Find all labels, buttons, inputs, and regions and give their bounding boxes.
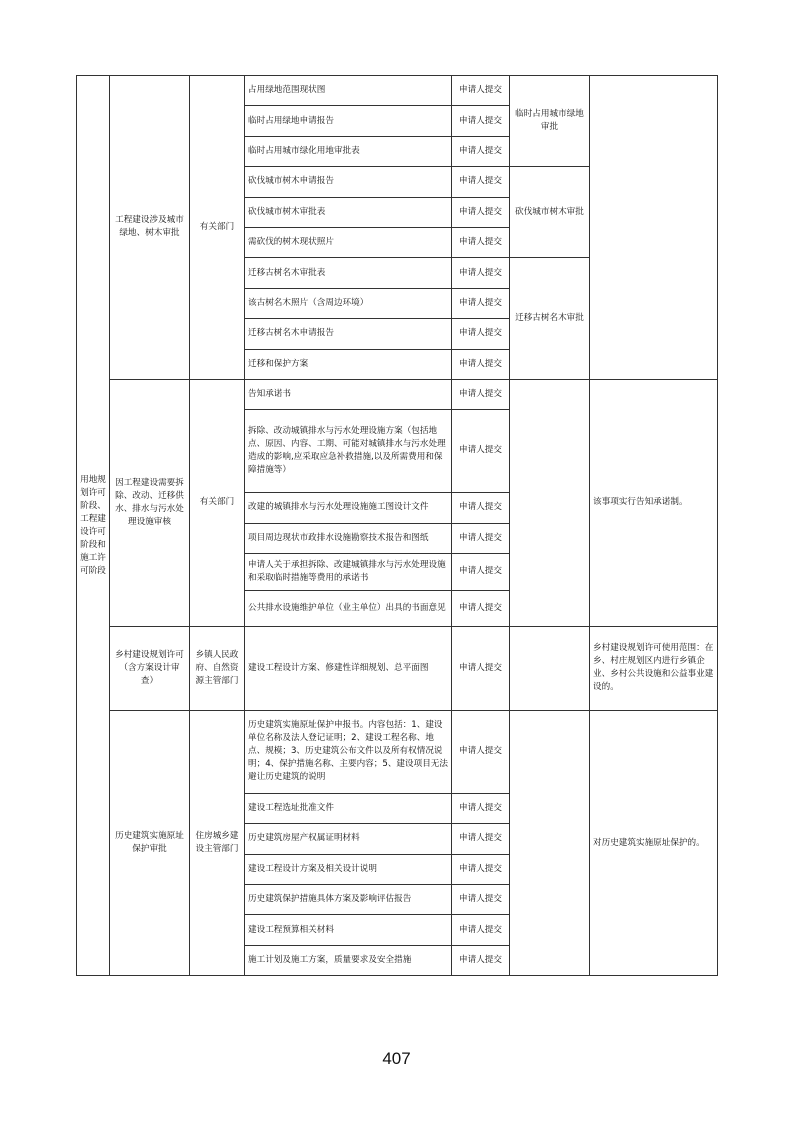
- item-cell: 乡村建设规划许可（含方案设计审查）: [110, 626, 190, 710]
- stage-cell: 用地规划许可阶段、工程建设许可阶段和施工许可阶段: [77, 76, 110, 976]
- material-cell: 临时占用绿地申请报告: [245, 106, 452, 136]
- dept-cell: 有关部门: [190, 76, 245, 380]
- table-row: [77, 379, 718, 409]
- item-cell: 历史建筑实施原址保护审批: [110, 710, 190, 975]
- material-cell: 告知承诺书: [245, 379, 452, 409]
- source-cell: 申请人提交: [452, 523, 510, 553]
- material-cell: 迁移古树名木审批表: [245, 258, 452, 288]
- material-cell: 施工计划及施工方案，质量要求及安全措施: [245, 945, 452, 975]
- process-cell: [510, 626, 590, 710]
- source-cell: 申请人提交: [452, 945, 510, 975]
- source-cell: 申请人提交: [452, 824, 510, 854]
- material-cell: 建设工程设计方案、修建性详细规划、总平面图: [245, 626, 452, 710]
- source-cell: 申请人提交: [452, 76, 510, 106]
- note-cell: 乡村建设规划许可使用范围：在乡、村庄规划区内进行乡镇企业、乡村公共设施和公益事业建设的。: [590, 626, 718, 710]
- source-cell: 申请人提交: [452, 915, 510, 945]
- source-cell: 申请人提交: [452, 349, 510, 379]
- note-cell: 该事项实行告知承诺制。: [590, 379, 718, 626]
- material-cell: 建设工程预算相关材料: [245, 915, 452, 945]
- note-cell: [590, 76, 718, 380]
- source-cell: 申请人提交: [452, 258, 510, 288]
- source-cell: 申请人提交: [452, 492, 510, 523]
- material-cell: 历史建筑房屋产权属证明材料: [245, 824, 452, 854]
- material-cell: 历史建筑实施原址保护申报书。内容包括：1、建设单位名称及法人登记证明；2、建设工程名称、地点、规模；3、历史建筑公布文件以及所有权情况说明；4、保护措施名称、主要内容；5、建设项目无法避让历史建筑的说明: [245, 710, 452, 793]
- source-cell: 申请人提交: [452, 319, 510, 349]
- source-cell: 申请人提交: [452, 409, 510, 492]
- process-cell: [510, 710, 590, 975]
- source-cell: 申请人提交: [452, 854, 510, 884]
- dept-cell: 住房城乡建设主管部门: [190, 710, 245, 975]
- dept-cell: 乡镇人民政府、自然资源主管部门: [190, 626, 245, 710]
- requirements-table: [76, 75, 718, 976]
- source-cell: 申请人提交: [452, 793, 510, 823]
- source-cell: 申请人提交: [452, 288, 510, 318]
- source-cell: 申请人提交: [452, 379, 510, 409]
- source-cell: 申请人提交: [452, 197, 510, 227]
- source-cell: 申请人提交: [452, 553, 510, 590]
- page-number: 407: [382, 1049, 411, 1068]
- material-cell: 项目周边现状市政排水设施勘察技术报告和图纸: [245, 523, 452, 553]
- source-cell: 申请人提交: [452, 106, 510, 136]
- dept-cell: 有关部门: [190, 379, 245, 626]
- material-cell: 迁移和保护方案: [245, 349, 452, 379]
- item-cell: 因工程建设需要拆除、改动、迁移供水、排水与污水处理设施审核: [110, 379, 190, 626]
- process-cell: 临时占用城市绿地审批: [510, 76, 590, 167]
- note-cell: 对历史建筑实施原址保护的。: [590, 710, 718, 975]
- item-cell: 工程建设涉及城市绿地、树木审批: [110, 76, 190, 380]
- material-cell: 拆除、改动城镇排水与污水处理设施方案（包括地点、原因、内容、工期、可能对城镇排水与污水处理造成的影响,应采取应急补救措施,以及所需费用和保障措施等）: [245, 409, 452, 492]
- material-cell: 砍伐城市树木申请报告: [245, 167, 452, 197]
- process-cell: 迁移古树名木审批: [510, 258, 590, 380]
- source-cell: 申请人提交: [452, 710, 510, 793]
- material-cell: 建设工程选址批准文件: [245, 793, 452, 823]
- table-row: [77, 710, 718, 793]
- material-cell: 申请人关于承担拆除、改建城镇排水与污水处理设施和采取临时措施等费用的承诺书: [245, 553, 452, 590]
- material-cell: 砍伐城市树木审批表: [245, 197, 452, 227]
- material-cell: 公共排水设施维护单位（业主单位）出具的书面意见: [245, 590, 452, 626]
- table-row: [77, 76, 718, 106]
- material-cell: 改建的城镇排水与污水处理设施施工图设计文件: [245, 492, 452, 523]
- material-cell: 该古树名木照片（含周边环境）: [245, 288, 452, 318]
- process-cell: 砍伐城市树木审批: [510, 167, 590, 258]
- process-cell: [510, 379, 590, 626]
- source-cell: 申请人提交: [452, 227, 510, 257]
- table-row: [77, 626, 718, 710]
- material-cell: 占用绿地范围现状图: [245, 76, 452, 106]
- source-cell: 申请人提交: [452, 626, 510, 710]
- material-cell: 历史建筑保护措施具体方案及影响评估报告: [245, 885, 452, 915]
- material-cell: 需砍伐的树木现状照片: [245, 227, 452, 257]
- material-cell: 迁移古树名木申请报告: [245, 319, 452, 349]
- source-cell: 申请人提交: [452, 885, 510, 915]
- source-cell: 申请人提交: [452, 136, 510, 166]
- material-cell: 建设工程设计方案及相关设计说明: [245, 854, 452, 884]
- source-cell: 申请人提交: [452, 590, 510, 626]
- source-cell: 申请人提交: [452, 167, 510, 197]
- material-cell: 临时占用城市绿化用地审批表: [245, 136, 452, 166]
